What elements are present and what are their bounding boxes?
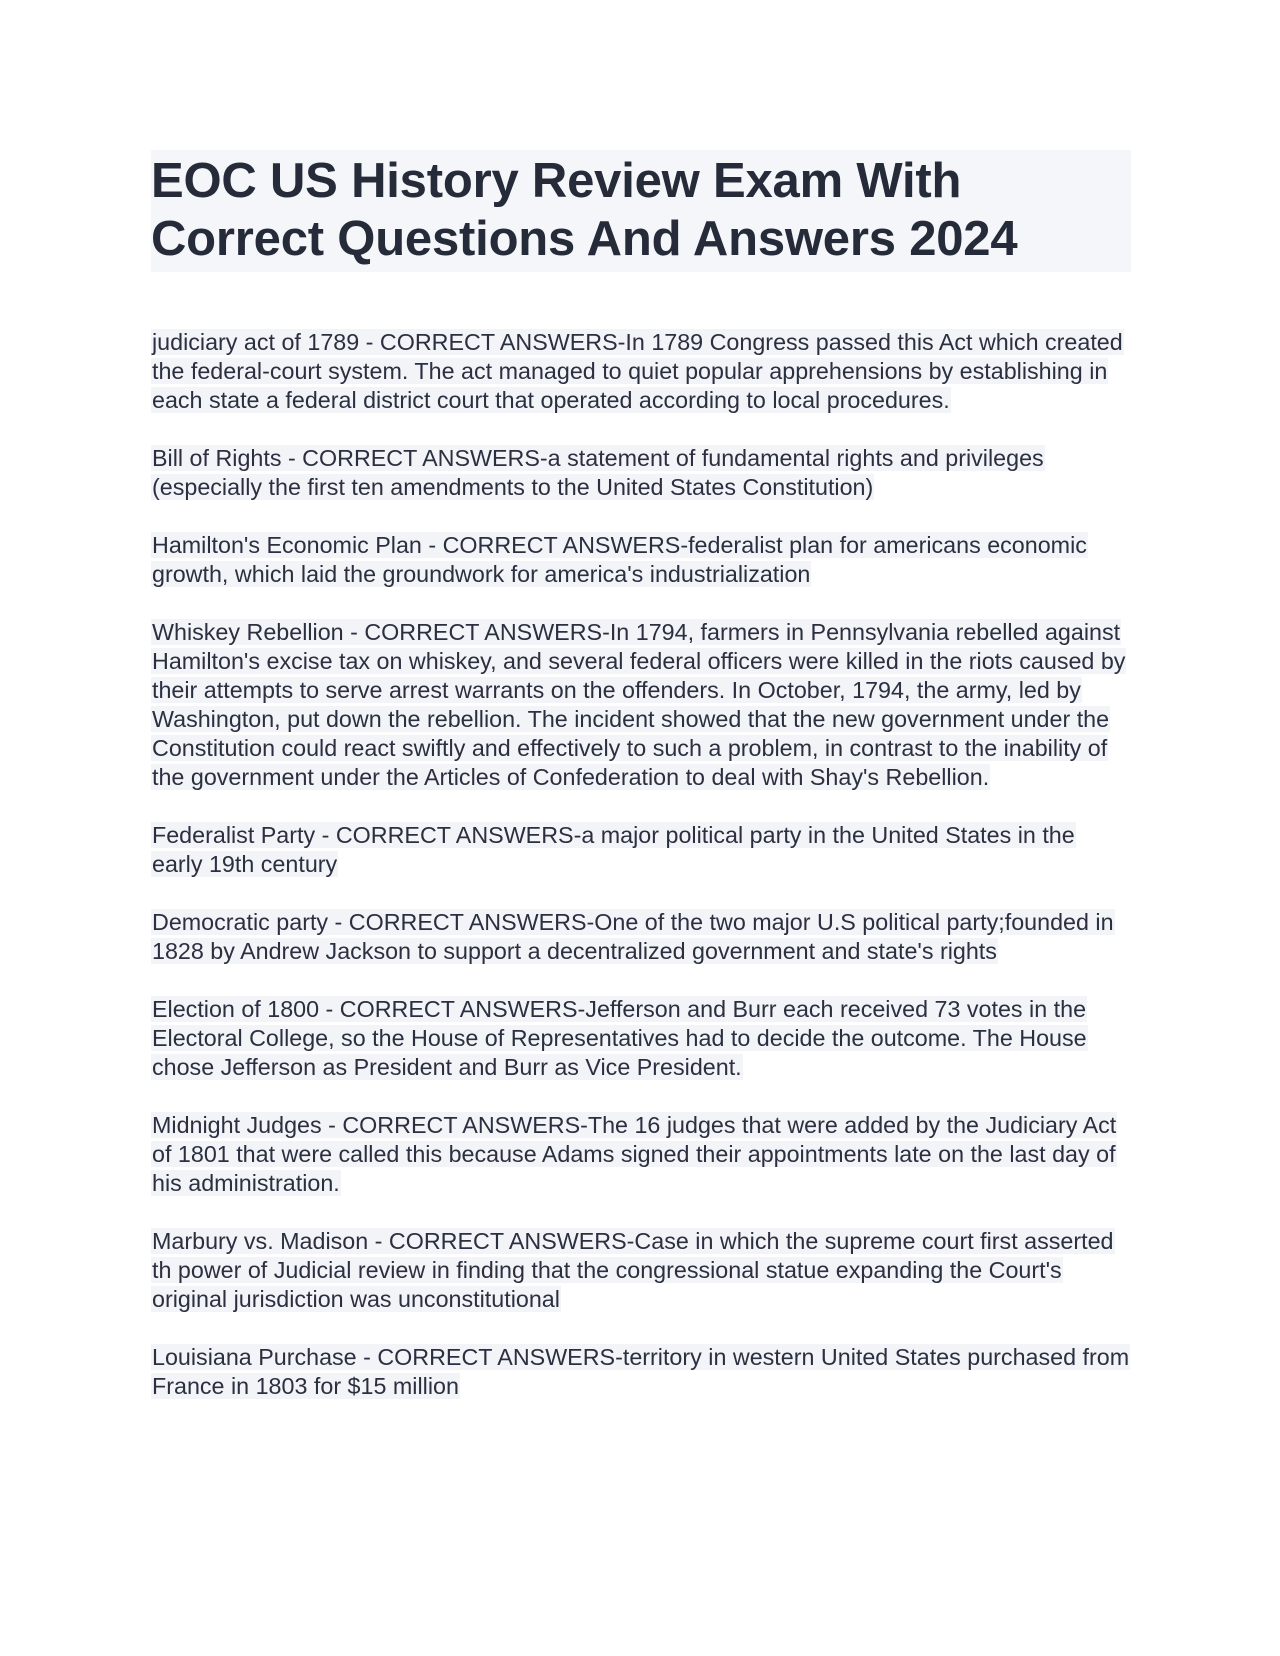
qa-entry-text: Whiskey Rebellion - CORRECT ANSWERS-In 1794, farmers in Pennsylvania rebelled against Hamilton's excise tax on whiskey, and several federal officers were killed in the riots caused by their attempts to serve arrest warrants on the offenders. In October, 1794, the army, led by Washington, put down the rebellion. The incident showed that the new government under the Constitution could react swiftly and effectively to such a problem, in contrast to the inability of the government under the Articles of Confederation to deal with Shay's Rebellion.	[152, 619, 1126, 790]
title-line-1: EOC US History Review Exam With	[151, 154, 962, 208]
qa-entry-text: Election of 1800 - CORRECT ANSWERS-Jefferson and Burr each received 73 votes in the Electoral College, so the House of Representatives had to decide the outcome. The House chose Jefferson as President and Burr as Vice President.	[152, 996, 1087, 1080]
qa-entry	[151, 618, 1131, 792]
qa-entry-text: judiciary act of 1789 - CORRECT ANSWERS-In 1789 Congress passed this Act which created the federal-court system. The act managed to quiet popular apprehensions by establishing in each state a federal district court that operated according to local procedures.	[152, 329, 1123, 413]
qa-entry	[151, 908, 1131, 966]
qa-entry	[151, 444, 1131, 502]
qa-entry	[151, 1343, 1131, 1401]
qa-entries	[151, 328, 1131, 1401]
qa-entry-text: Midnight Judges - CORRECT ANSWERS-The 16 judges that were added by the Judiciary Act of 1801 that were called this because Adams signed their appointments late on the last day of his administration.	[152, 1112, 1117, 1196]
qa-entry-text: Marbury vs. Madison - CORRECT ANSWERS-Case in which the supreme court first asserted th power of Judicial review in finding that the congressional statue expanding the Court's original jurisdiction was unconstitutional	[152, 1228, 1114, 1312]
qa-entry-text: Federalist Party - CORRECT ANSWERS-a major political party in the United States in the early 19th century	[152, 822, 1075, 877]
qa-entry-text: Democratic party - CORRECT ANSWERS-One of the two major U.S political party;founded in 1828 by Andrew Jackson to support a decentralized government and state's rights	[152, 909, 1114, 964]
qa-entry	[151, 1227, 1131, 1314]
title-line-2: Correct Questions And Answers 2024	[151, 212, 1018, 266]
qa-entry-text: Bill of Rights - CORRECT ANSWERS-a statement of fundamental rights and privileges (especially the first ten amendments to the United States Constitution)	[152, 445, 1044, 500]
title-block	[151, 150, 1131, 272]
qa-entry-text: Louisiana Purchase - CORRECT ANSWERS-territory in western United States purchased from France in 1803 for $15 million	[152, 1344, 1130, 1399]
qa-entry	[151, 995, 1131, 1082]
qa-entry	[151, 1111, 1131, 1198]
document-title	[151, 152, 1131, 268]
document-body	[151, 150, 1131, 1430]
qa-entry	[151, 531, 1131, 589]
qa-entry-text: Hamilton's Economic Plan - CORRECT ANSWERS-federalist plan for americans economic growth, which laid the groundwork for america's industrialization	[152, 532, 1087, 587]
qa-entry	[151, 328, 1131, 415]
qa-entry	[151, 821, 1131, 879]
